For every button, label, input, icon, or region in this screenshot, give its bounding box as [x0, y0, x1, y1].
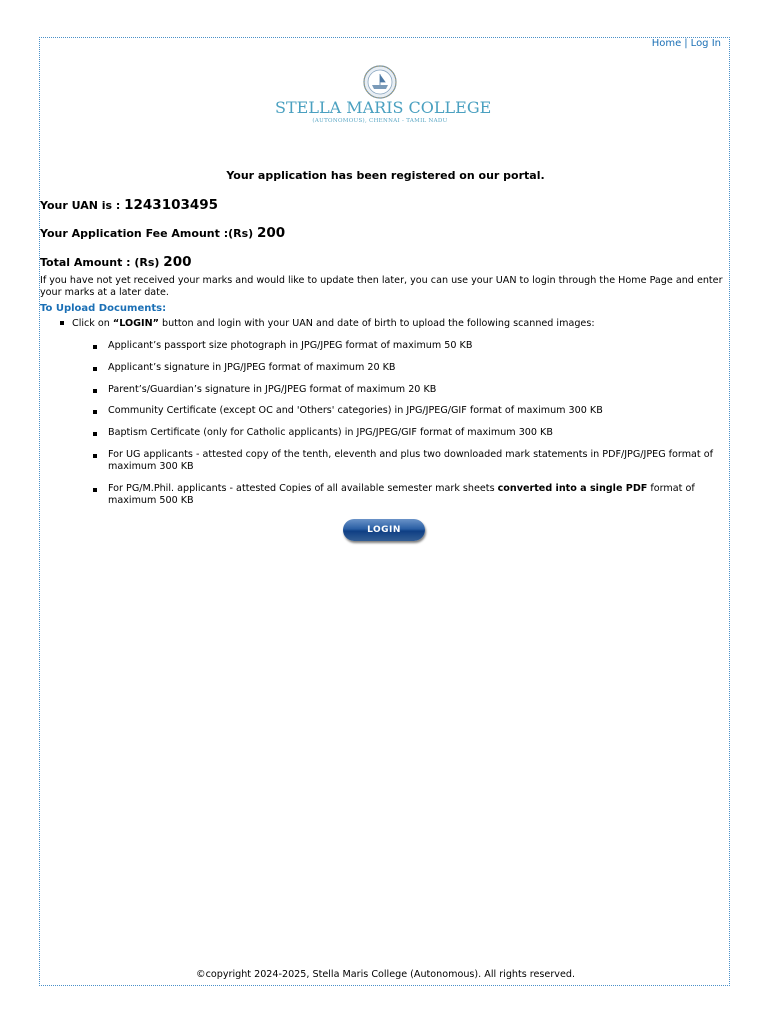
doc-item [93, 449, 731, 473]
copyright-footer: ©copyright 2024-2025, Stella Maris College (Autonomous). All rights reserved. [196, 969, 575, 980]
doc-item [93, 427, 731, 439]
doc-item [93, 405, 731, 417]
total-line [40, 254, 191, 270]
uan-value: 1243103495 [124, 197, 219, 213]
login-instruction [60, 318, 595, 329]
doc-item-text [93, 483, 731, 507]
bullet-icon [93, 345, 97, 349]
college-logo [275, 65, 492, 129]
bullet-icon [93, 367, 97, 371]
fee-value: 200 [257, 225, 286, 241]
bullet-icon [93, 410, 97, 414]
college-subtitle: (AUTONOMOUS), CHENNAI - TAMIL NADU [312, 118, 448, 124]
doc-item [93, 340, 731, 352]
doc-item [93, 483, 731, 507]
page-frame [39, 37, 730, 986]
click-prefix: Click on [72, 318, 113, 329]
doc-item-text: Parent’s/Guardian’s signature in JPG/JPEG format of maximum 20 KB [108, 384, 437, 395]
doc-item-text: Baptism Certificate (only for Catholic applicants) in JPG/JPEG/GIF format of maximum 300 KB [108, 427, 553, 438]
uan-line [40, 197, 218, 213]
doc-pg-prefix: For PG/M.Phil. applicants - attested Copies of all available semester mark sheets [108, 483, 498, 494]
bullet-icon [60, 321, 64, 325]
click-login: “LOGIN” [112, 318, 159, 329]
doc-item-text: For UG applicants - attested copy of the tenth, eleventh and plus two downloaded mark statements in PDF/JPG/JPEG format of maximum 300 KB [108, 449, 713, 472]
login-button[interactable]: LOGIN [343, 519, 425, 541]
total-value: 200 [163, 254, 192, 270]
doc-item-text: Applicant’s signature in JPG/JPEG format of maximum 20 KB [108, 362, 396, 373]
college-seal-icon [363, 65, 397, 99]
top-nav [652, 38, 721, 49]
doc-item [93, 362, 731, 374]
nav-separator: | [684, 38, 688, 49]
uan-label: Your UAN is : [40, 199, 125, 212]
bullet-icon [93, 454, 97, 458]
click-suffix: button and login with your UAN and date of birth to upload the following scanned images: [158, 318, 595, 329]
bullet-icon [93, 432, 97, 436]
college-name: STELLA MARIS COLLEGE [275, 98, 492, 117]
bullet-icon [93, 488, 97, 492]
info-text: If you have not yet received your marks and would like to update then later, you can use your UAN to login through the Home Page and enter your marks at a later date. [40, 275, 723, 298]
home-link[interactable]: Home [651, 38, 682, 49]
fee-label: Your Application Fee Amount :(Rs) [40, 227, 257, 240]
doc-item-text: Applicant’s passport size photograph in JPG/JPEG format of maximum 50 KB [108, 340, 473, 351]
bullet-icon [93, 389, 97, 393]
registered-message: Your application has been registered on our portal. [226, 169, 545, 182]
total-label: Total Amount : (Rs) [40, 256, 164, 269]
fee-line [40, 225, 285, 241]
doc-pg-bold: converted into a single PDF [497, 483, 648, 494]
doc-pg-suffix: format of maximum 500 KB [108, 483, 695, 506]
doc-item-text: Community Certificate (except OC and 'Others' categories) in JPG/JPEG/GIF format of maximum 300 KB [108, 405, 603, 416]
doc-item [93, 384, 731, 396]
upload-documents-title: To Upload Documents: [40, 303, 167, 314]
login-link[interactable]: Log In [690, 38, 721, 49]
